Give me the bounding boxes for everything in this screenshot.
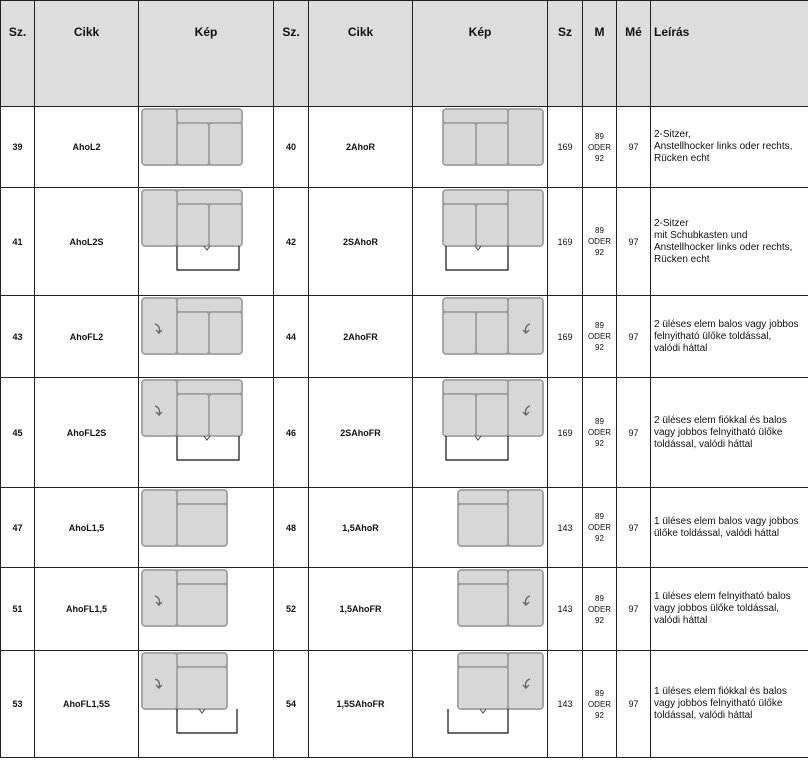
sofa-diagram-right bbox=[413, 568, 546, 632]
height-value-2: 92 bbox=[595, 534, 604, 543]
article-code-right: 1,5SAhoFR bbox=[309, 651, 413, 758]
description-line: valódi háttal bbox=[654, 342, 708, 354]
image-cell-right bbox=[413, 296, 548, 378]
item-number-left: 41 bbox=[1, 188, 35, 296]
depth-value: 97 bbox=[617, 568, 651, 651]
col-header-sz-2: Sz. bbox=[274, 1, 309, 107]
width-value: 143 bbox=[548, 651, 583, 758]
article-code-right: 2SAhoR bbox=[309, 188, 413, 296]
sofa-diagram-left bbox=[139, 107, 272, 171]
description-line: 2 üléses elem fiókkal és balos bbox=[654, 414, 787, 426]
depth-value: 97 bbox=[617, 188, 651, 296]
item-number-left: 47 bbox=[1, 488, 35, 568]
description-line: vagy jobbos felnyitható ülőke bbox=[654, 426, 783, 438]
col-header-cikk: Cikk bbox=[35, 1, 139, 107]
description-line: toldással, valódi háttal bbox=[654, 438, 753, 450]
col-header-kep: Kép bbox=[139, 1, 274, 107]
description-line: felnyitható ülőke toldással, bbox=[654, 330, 772, 342]
table-row bbox=[1, 378, 808, 488]
height-value-2: 92 bbox=[595, 615, 604, 625]
sofa-diagram-right bbox=[413, 488, 546, 552]
height-value-1: 89 bbox=[595, 688, 604, 698]
article-code-right: 2SAhoFR bbox=[309, 378, 413, 488]
item-number-right: 54 bbox=[274, 651, 309, 758]
height-or-label: ODER bbox=[587, 142, 612, 152]
width-value: 143 bbox=[548, 568, 583, 651]
image-cell-left bbox=[139, 568, 274, 651]
height-value-2: 92 bbox=[595, 710, 604, 720]
article-code-right: 2AhoFR bbox=[309, 296, 413, 378]
article-code-left: AhoFL1,5S bbox=[35, 651, 139, 758]
sofa-diagram-right bbox=[413, 296, 546, 360]
item-number-left: 39 bbox=[1, 107, 35, 188]
description bbox=[651, 188, 808, 296]
height-value bbox=[583, 651, 617, 758]
description-line: mit Schubkasten und bbox=[654, 229, 748, 241]
item-number-right: 44 bbox=[274, 296, 309, 378]
item-number-left: 45 bbox=[1, 378, 35, 488]
col-header-sz: Sz. bbox=[1, 1, 35, 107]
table-row bbox=[1, 568, 808, 651]
article-code-left: AhoL2 bbox=[35, 107, 139, 188]
sofa-diagram-right bbox=[413, 188, 546, 276]
sofa-diagram-left bbox=[139, 188, 272, 276]
height-value bbox=[583, 107, 617, 188]
description-line: Rücken echt bbox=[654, 253, 710, 265]
description bbox=[651, 488, 808, 568]
image-cell-left bbox=[139, 378, 274, 488]
description-line: 2-Sitzer bbox=[654, 217, 689, 229]
description-line: Anstellhocker links oder rechts, bbox=[654, 241, 793, 253]
height-value-1: 89 bbox=[595, 226, 604, 235]
article-code-left: AhoFL2S bbox=[35, 378, 139, 488]
height-or-label: ODER bbox=[587, 523, 612, 532]
description-line: Rücken echt bbox=[654, 153, 710, 164]
height-value-2: 92 bbox=[595, 153, 604, 163]
table-row bbox=[1, 107, 808, 188]
description bbox=[651, 568, 808, 651]
item-number-right: 52 bbox=[274, 568, 309, 651]
item-number-left: 53 bbox=[1, 651, 35, 758]
image-cell-left bbox=[139, 107, 274, 188]
article-code-left: AhoFL1,5 bbox=[35, 568, 139, 651]
height-or-label: ODER bbox=[587, 699, 612, 709]
height-value-1: 89 bbox=[595, 417, 604, 426]
depth-value: 97 bbox=[617, 651, 651, 758]
table-row bbox=[1, 651, 808, 758]
description-line: 2 üléses elem balos vagy jobbos bbox=[654, 318, 799, 330]
article-code-right: 2AhoR bbox=[309, 107, 413, 188]
col-header-kep-2: Kép bbox=[413, 1, 548, 107]
description-line: vagy jobbos felnyitható ülőke bbox=[654, 698, 783, 709]
width-value: 169 bbox=[548, 296, 583, 378]
description bbox=[651, 378, 808, 488]
article-code-left: AhoFL2 bbox=[35, 296, 139, 378]
height-value-1: 89 bbox=[595, 512, 604, 521]
depth-value: 97 bbox=[617, 488, 651, 568]
sofa-diagram-left bbox=[139, 488, 272, 552]
item-number-right: 40 bbox=[274, 107, 309, 188]
height-value bbox=[583, 188, 617, 296]
article-code-left: AhoL2S bbox=[35, 188, 139, 296]
depth-value: 97 bbox=[617, 378, 651, 488]
height-value-2: 92 bbox=[595, 248, 604, 257]
height-value-2: 92 bbox=[595, 343, 604, 352]
height-or-label: ODER bbox=[587, 332, 612, 341]
sofa-diagram-right bbox=[413, 651, 546, 739]
description-line: 1 üléses elem balos vagy jobbos bbox=[654, 515, 799, 527]
height-value-1: 89 bbox=[595, 131, 604, 141]
width-value: 143 bbox=[548, 488, 583, 568]
sofa-diagram-left bbox=[139, 651, 272, 739]
height-or-label: ODER bbox=[587, 237, 612, 246]
sofa-diagram-left bbox=[139, 378, 272, 466]
image-cell-left bbox=[139, 651, 274, 758]
image-cell-left bbox=[139, 488, 274, 568]
description-line: valódi háttal bbox=[654, 615, 708, 626]
col-header-szelesseg: Sz bbox=[548, 1, 583, 107]
image-cell-right bbox=[413, 188, 548, 296]
depth-value: 97 bbox=[617, 107, 651, 188]
description-line: toldással, valódi háttal bbox=[654, 710, 753, 721]
table-row bbox=[1, 188, 808, 296]
col-header-melyseg: Mé bbox=[617, 1, 651, 107]
item-number-right: 46 bbox=[274, 378, 309, 488]
image-cell-right bbox=[413, 378, 548, 488]
article-code-right: 1,5AhoFR bbox=[309, 568, 413, 651]
table-row bbox=[1, 488, 808, 568]
width-value: 169 bbox=[548, 378, 583, 488]
sofa-diagram-left bbox=[139, 296, 272, 360]
height-value bbox=[583, 378, 617, 488]
image-cell-left bbox=[139, 188, 274, 296]
image-cell-left bbox=[139, 296, 274, 378]
col-header-leiras: Leírás bbox=[651, 1, 808, 107]
description bbox=[651, 651, 808, 758]
image-cell-right bbox=[413, 107, 548, 188]
description-line: vagy jobbos ülőke toldással, bbox=[654, 603, 780, 614]
article-code-right: 1,5AhoR bbox=[309, 488, 413, 568]
width-value: 169 bbox=[548, 188, 583, 296]
sofa-diagram-right bbox=[413, 378, 546, 466]
description-line: Anstellhocker links oder rechts, bbox=[654, 141, 793, 152]
height-value-1: 89 bbox=[595, 593, 604, 603]
table-row bbox=[1, 296, 808, 378]
image-cell-right bbox=[413, 488, 548, 568]
description bbox=[651, 107, 808, 188]
height-value bbox=[583, 296, 617, 378]
sofa-diagram-right bbox=[413, 107, 546, 171]
sofa-diagram-left bbox=[139, 568, 272, 632]
header-row bbox=[1, 1, 808, 107]
height-or-label: ODER bbox=[587, 428, 612, 437]
article-code-left: AhoL1,5 bbox=[35, 488, 139, 568]
col-header-magassag: M bbox=[583, 1, 617, 107]
description bbox=[651, 296, 808, 378]
height-value-1: 89 bbox=[595, 321, 604, 330]
width-value: 169 bbox=[548, 107, 583, 188]
item-number-left: 51 bbox=[1, 568, 35, 651]
description-line: 1 üléses elem felnyitható balos bbox=[654, 591, 791, 602]
description-line: ülőke toldással, valódi háttal bbox=[654, 527, 780, 539]
height-value bbox=[583, 488, 617, 568]
height-value bbox=[583, 568, 617, 651]
description-line: 2-Sitzer, bbox=[654, 129, 691, 140]
description-line: 1 üléses elem fiókkal és balos bbox=[654, 686, 787, 697]
item-number-right: 42 bbox=[274, 188, 309, 296]
item-number-left: 43 bbox=[1, 296, 35, 378]
depth-value: 97 bbox=[617, 296, 651, 378]
col-header-cikk-2: Cikk bbox=[309, 1, 413, 107]
image-cell-right bbox=[413, 651, 548, 758]
item-number-right: 48 bbox=[274, 488, 309, 568]
height-value-2: 92 bbox=[595, 439, 604, 448]
height-or-label: ODER bbox=[587, 604, 612, 614]
image-cell-right bbox=[413, 568, 548, 651]
